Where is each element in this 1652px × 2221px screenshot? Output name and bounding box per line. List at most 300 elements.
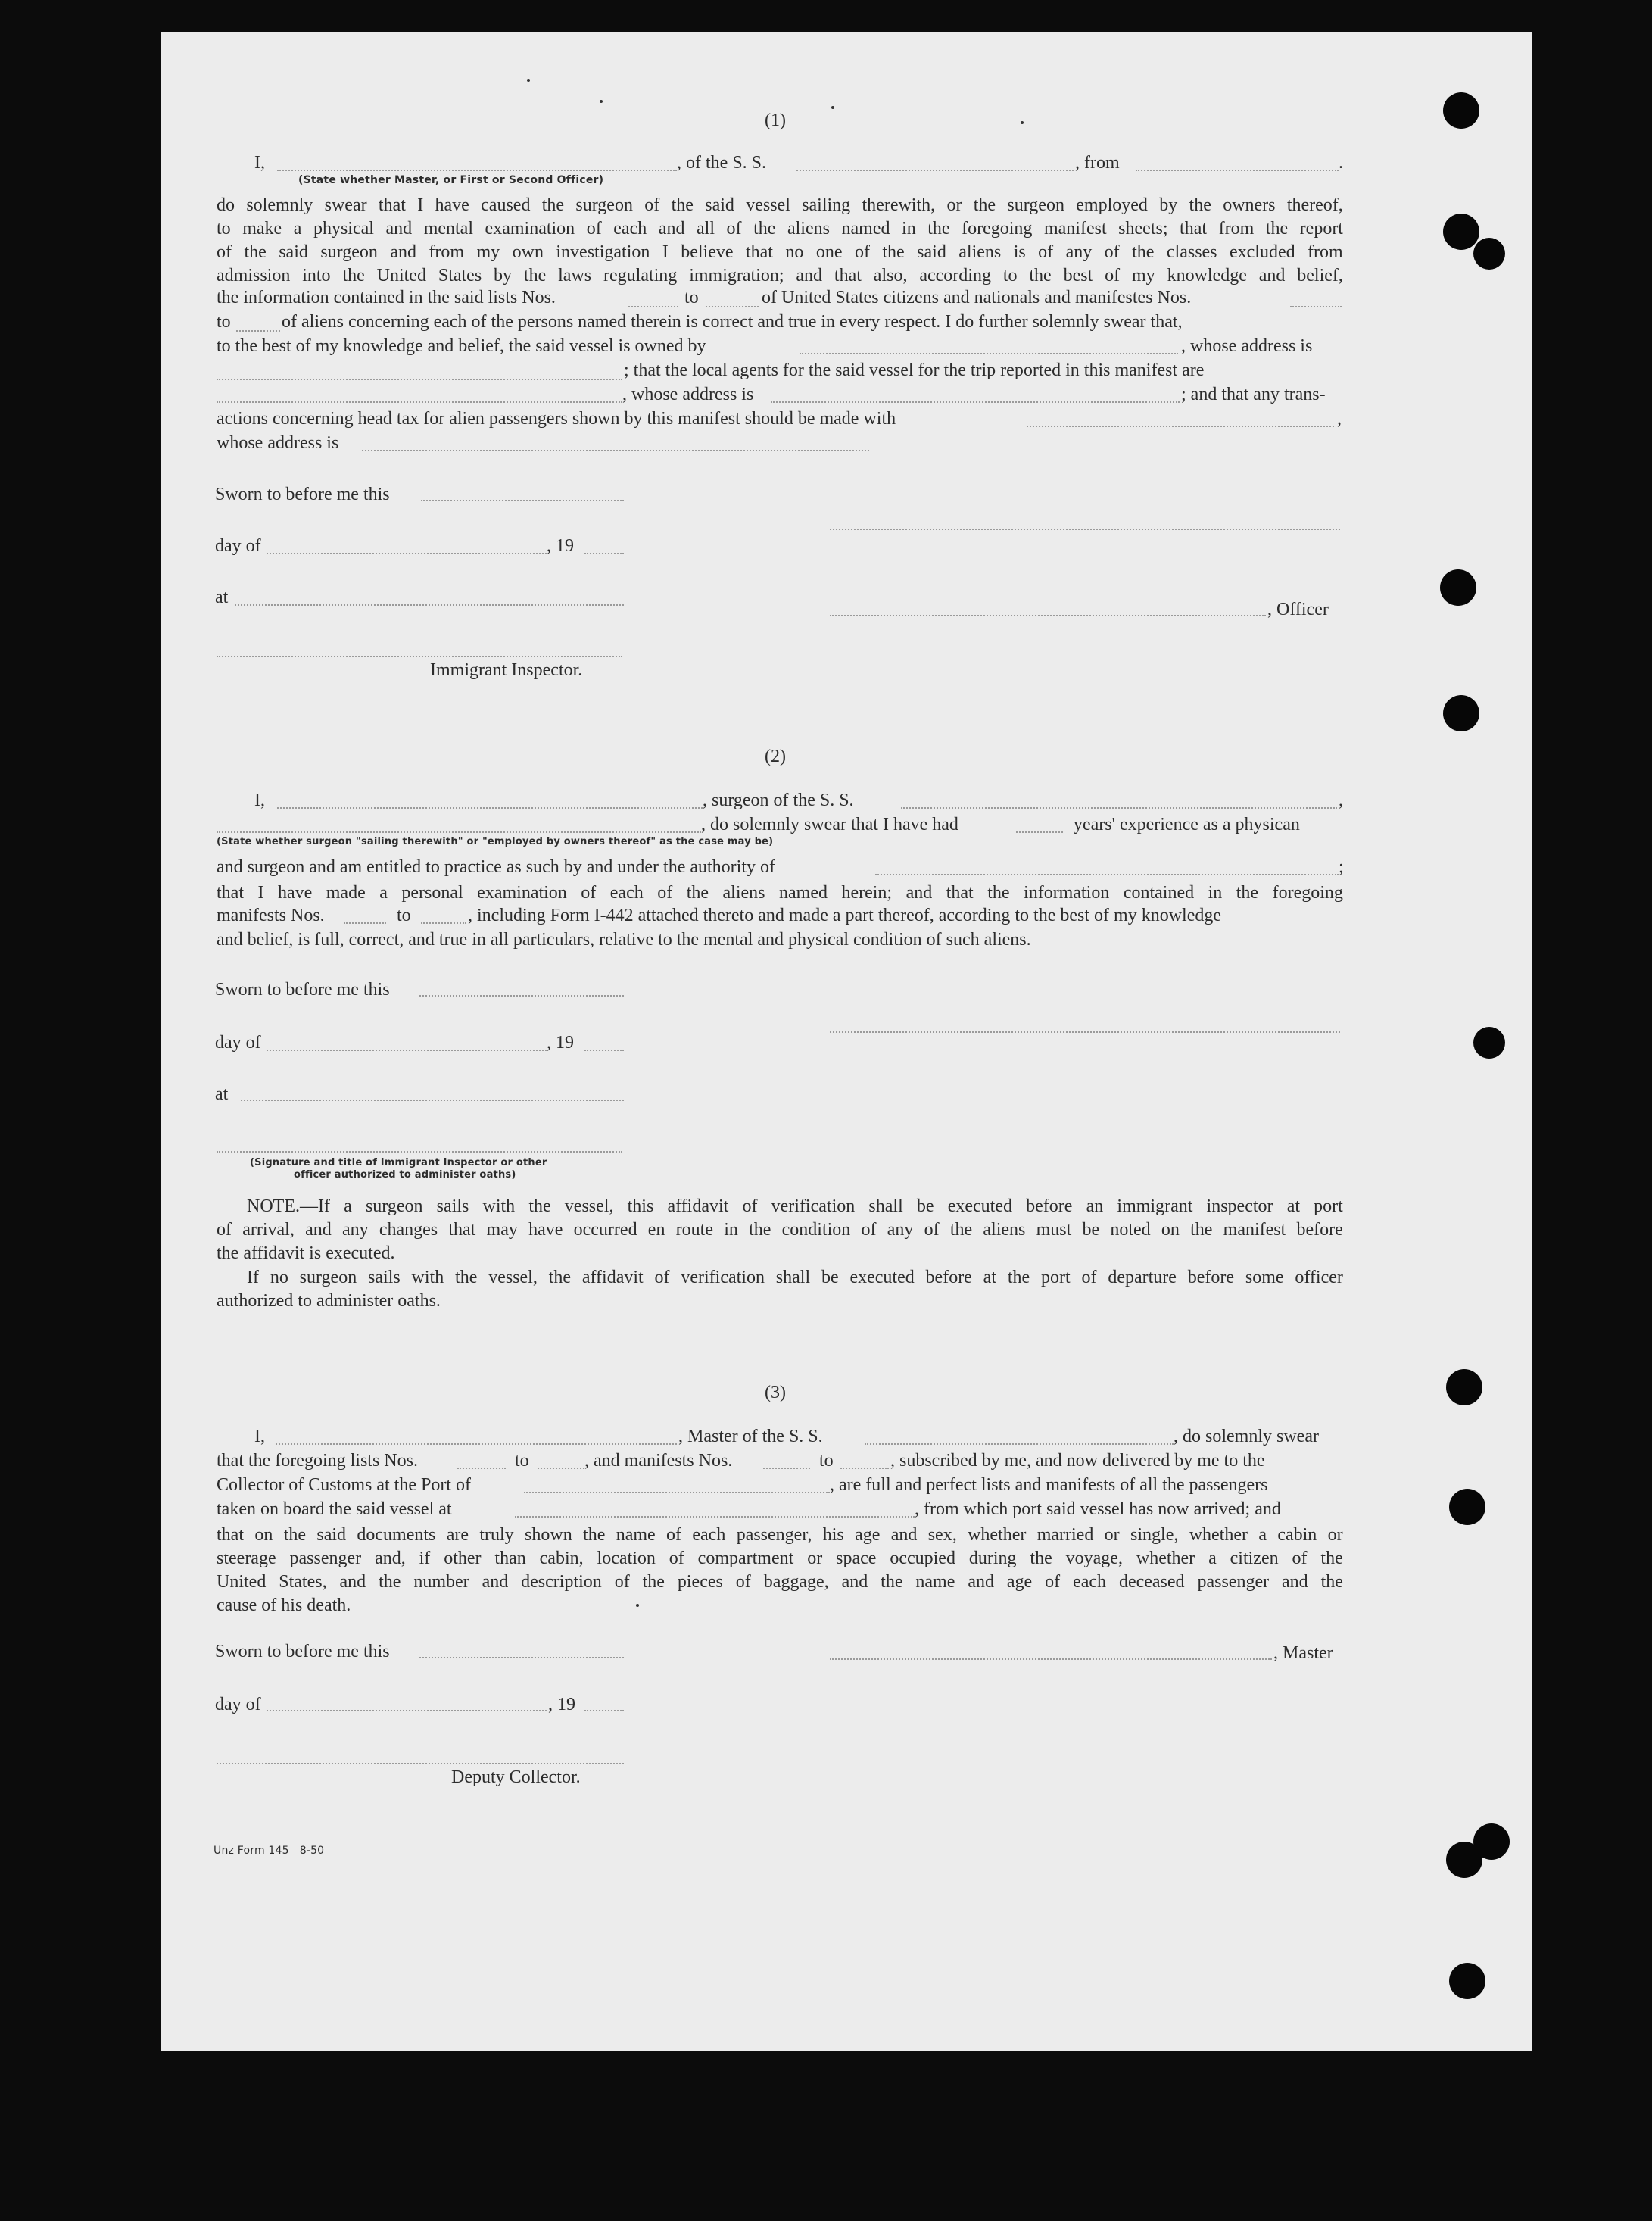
word: or xyxy=(1104,1525,1120,1545)
word: best xyxy=(1063,266,1093,285)
word: arrival, xyxy=(242,1220,295,1240)
owned-address: , whose address is xyxy=(1181,336,1313,356)
word: surgeon xyxy=(365,1196,423,1216)
body-text xyxy=(217,1571,1343,1594)
word: the xyxy=(949,1220,973,1240)
word: married xyxy=(1036,1525,1094,1545)
word: by xyxy=(494,266,513,285)
taken-line: taken on board the said vessel at xyxy=(217,1499,452,1519)
word: of xyxy=(654,1268,670,1287)
word: named xyxy=(841,219,890,239)
word: personal xyxy=(401,883,463,903)
signature-line xyxy=(217,656,622,657)
punch-hole xyxy=(1473,238,1505,270)
word: of xyxy=(586,219,602,239)
aliens-to: to xyxy=(217,312,231,332)
word: NOTE.—If xyxy=(247,1196,330,1216)
word: and xyxy=(339,1572,366,1592)
day-of-label: day of xyxy=(215,1695,261,1714)
word: States xyxy=(438,266,482,285)
word: sails xyxy=(436,1196,469,1216)
word: foregoing xyxy=(1272,883,1343,903)
word: I xyxy=(417,195,424,215)
word: must xyxy=(1036,1220,1072,1240)
word: of xyxy=(1045,1572,1061,1592)
word: cabin, xyxy=(539,1549,584,1568)
word: during xyxy=(968,1549,1017,1568)
word: whether xyxy=(968,1525,1027,1545)
blank-field xyxy=(421,500,624,501)
word: have xyxy=(435,195,469,215)
word: number xyxy=(413,1572,469,1592)
word: each xyxy=(613,219,647,239)
blank-field xyxy=(875,874,1339,875)
word: passenger xyxy=(1197,1572,1270,1592)
signature-line xyxy=(830,1658,1272,1660)
blank-field xyxy=(217,401,622,403)
word: that xyxy=(217,883,244,903)
word: and xyxy=(658,219,685,239)
word: shown xyxy=(525,1525,572,1545)
info-line: the information contained in the said lists Nos. xyxy=(217,288,556,307)
blank-field xyxy=(1290,306,1342,307)
word: executed xyxy=(849,1268,915,1287)
note-paragraph xyxy=(217,1266,1343,1313)
blank-field xyxy=(1016,831,1063,833)
word: of xyxy=(1038,242,1054,262)
word: of xyxy=(217,1220,232,1240)
word: before xyxy=(925,1268,972,1287)
whose-address: whose address is xyxy=(217,433,339,453)
word: classes xyxy=(1166,242,1217,262)
word: owners xyxy=(1223,195,1276,215)
word: before xyxy=(1187,1268,1235,1287)
word: departure xyxy=(1108,1268,1177,1287)
word: aliens xyxy=(722,883,765,903)
word: of xyxy=(1105,266,1121,285)
word: of xyxy=(669,1549,684,1568)
blank-field xyxy=(865,1443,1174,1445)
word: that xyxy=(946,883,974,903)
experience-line-end: years' experience as a physican xyxy=(1074,815,1300,834)
punct: , xyxy=(1337,409,1342,429)
word: truly xyxy=(479,1525,514,1545)
word: of xyxy=(861,1220,877,1240)
speck xyxy=(1021,121,1024,124)
blank-field xyxy=(236,330,280,332)
word: information xyxy=(1024,883,1110,903)
word: his xyxy=(822,1525,844,1545)
word: or xyxy=(807,1549,823,1568)
word: the xyxy=(541,195,565,215)
blank-field xyxy=(584,553,624,554)
word: inspector xyxy=(1206,1196,1273,1216)
manifests-to: to xyxy=(397,906,411,925)
word: deceased xyxy=(1118,1572,1185,1592)
blank-field xyxy=(419,995,624,997)
word: aliens xyxy=(787,219,830,239)
word: the xyxy=(1030,1549,1052,1568)
blank-field xyxy=(584,1050,624,1051)
word: each xyxy=(1073,1572,1107,1592)
body-text xyxy=(217,1218,1343,1242)
word: may xyxy=(486,1220,518,1240)
signature-line xyxy=(830,615,1266,616)
body-text xyxy=(217,1524,1343,1547)
word: have xyxy=(277,883,313,903)
body-text xyxy=(217,194,1343,217)
body-text xyxy=(217,264,1343,288)
info-to: to xyxy=(684,288,699,307)
blank-field xyxy=(217,379,622,380)
word: the xyxy=(753,219,776,239)
declarant-label: I, xyxy=(254,153,265,173)
word: before xyxy=(1026,1196,1073,1216)
word: thereof, xyxy=(1286,195,1343,215)
word: States, xyxy=(279,1572,327,1592)
word: of xyxy=(657,883,673,903)
word: verification xyxy=(771,1196,856,1216)
word: physical xyxy=(313,219,374,239)
word: report xyxy=(1299,219,1343,239)
punch-hole xyxy=(1449,1489,1485,1525)
word: of xyxy=(217,242,232,262)
word: are xyxy=(446,1525,469,1545)
blank-field xyxy=(419,1657,624,1658)
note-paragraph xyxy=(217,1195,1343,1265)
sworn-label: Sworn to before me this xyxy=(215,485,390,504)
body-line xyxy=(217,217,1343,241)
word: port xyxy=(1314,1196,1343,1216)
body-line xyxy=(217,1266,1343,1290)
word: the xyxy=(987,883,1010,903)
word: therewith, xyxy=(862,195,936,215)
word: and xyxy=(1282,1572,1308,1592)
info-line-end: of United States citizens and nationals and manifestes Nos. xyxy=(762,288,1192,307)
blank-field xyxy=(800,353,1178,354)
word: sheets; xyxy=(1118,219,1168,239)
word: port xyxy=(1040,1268,1071,1287)
body-line xyxy=(217,1195,1343,1218)
section3-body xyxy=(217,1524,1343,1617)
blank-field xyxy=(267,553,547,554)
word: at xyxy=(1286,1196,1301,1216)
word: caused xyxy=(481,195,531,215)
word: and xyxy=(968,1572,994,1592)
word: citizen xyxy=(1230,1549,1279,1568)
word: location xyxy=(597,1549,656,1568)
body-line xyxy=(217,1547,1343,1571)
blank-field xyxy=(277,807,703,809)
word: from xyxy=(1308,242,1343,262)
word: the xyxy=(548,1268,571,1287)
word: and xyxy=(1258,266,1286,285)
word: of xyxy=(854,242,870,262)
punch-hole xyxy=(1446,1369,1482,1405)
word: executed xyxy=(947,1196,1012,1216)
day-of-label: day of xyxy=(215,1033,261,1053)
word: baggage, xyxy=(763,1572,829,1592)
word: occurred xyxy=(573,1220,637,1240)
blank-field xyxy=(538,1468,584,1469)
blank-field xyxy=(901,807,1337,809)
body-line xyxy=(217,194,1343,217)
word: verification xyxy=(681,1268,765,1287)
word: made xyxy=(326,883,366,903)
word: some xyxy=(1245,1268,1284,1287)
body-text xyxy=(247,1195,1343,1218)
word: the xyxy=(1320,1572,1343,1592)
word: one xyxy=(815,242,843,262)
year-label: , 19 xyxy=(547,1033,574,1053)
collector-line-end: , are full and perfect lists and manifests of all the passengers xyxy=(830,1475,1268,1495)
section1-body xyxy=(217,194,1343,288)
body-line xyxy=(217,1594,1343,1617)
word: my xyxy=(476,242,500,262)
blank-field xyxy=(457,1468,506,1469)
declarant-label: I, xyxy=(254,1427,265,1446)
word: the xyxy=(749,1220,771,1240)
blank-field xyxy=(840,1468,889,1469)
declarant-label: I, xyxy=(254,791,265,810)
word: space xyxy=(836,1549,877,1568)
word: surgeon xyxy=(575,195,633,215)
punch-hole xyxy=(1449,1963,1485,1999)
word: documents xyxy=(357,1525,436,1545)
word: by xyxy=(1159,195,1178,215)
word: the xyxy=(1189,195,1211,215)
word: any xyxy=(1065,242,1093,262)
body-text: the affidavit is executed. xyxy=(217,1243,395,1263)
manifests-label: manifests Nos. xyxy=(217,906,325,925)
aliens-line: of aliens concerning each of the persons named therein is correct and true in every respect. I do further solemnly swear that, xyxy=(282,312,1183,332)
deputy-label: Deputy Collector. xyxy=(451,1767,581,1787)
punch-hole xyxy=(1473,1027,1505,1059)
manifests-line: , including Form I-442 attached thereto and made a part thereof, according to the best of my knowledge xyxy=(468,906,1222,925)
manifests-to: to xyxy=(819,1451,834,1471)
signature-line xyxy=(217,1151,622,1153)
word: an xyxy=(1086,1196,1104,1216)
word: admission xyxy=(217,266,291,285)
word: affidavit xyxy=(667,1196,729,1216)
section-number: (1) xyxy=(765,111,786,130)
lists-label: that the foregoing lists Nos. xyxy=(217,1451,418,1471)
blank-field xyxy=(277,170,677,171)
word: the xyxy=(244,242,267,262)
taken-line-end: , from which port said vessel has now arrived; and xyxy=(915,1499,1281,1519)
word: I xyxy=(257,883,264,903)
word: or xyxy=(1327,1525,1343,1545)
word: if xyxy=(419,1549,431,1568)
word: solemnly xyxy=(246,195,313,215)
blank-field xyxy=(796,170,1074,171)
tax-line: actions concerning head tax for alien passengers shown by this manifest should be made with xyxy=(217,409,896,429)
punch-hole xyxy=(1443,695,1479,731)
word: be xyxy=(1082,1220,1100,1240)
word: of xyxy=(666,1525,682,1545)
word: immigration; xyxy=(689,266,784,285)
word: mental xyxy=(423,219,473,239)
body-text xyxy=(217,217,1343,241)
punch-hole xyxy=(1443,214,1479,250)
word: the xyxy=(1007,1268,1030,1287)
word: my xyxy=(1132,266,1155,285)
section-number: (3) xyxy=(765,1383,786,1402)
blank-field xyxy=(524,1492,830,1493)
word: the xyxy=(1132,242,1155,262)
word: or xyxy=(946,195,962,215)
word: no xyxy=(270,1268,288,1287)
word: any xyxy=(341,1220,369,1240)
word: sails xyxy=(368,1268,401,1287)
word: shall xyxy=(775,1268,811,1287)
word: is xyxy=(1013,242,1026,262)
blank-field xyxy=(217,831,701,833)
word: the xyxy=(1265,219,1289,239)
word: named xyxy=(779,883,828,903)
word: United xyxy=(376,266,426,285)
authority-line: and surgeon and am entitled to practice as such by and under the authority of xyxy=(217,857,775,877)
word: a xyxy=(1208,1549,1217,1568)
word: the xyxy=(1320,1549,1343,1568)
blank-field xyxy=(771,401,1180,403)
word: the xyxy=(342,266,365,285)
word: to xyxy=(217,219,231,239)
word: steerage xyxy=(217,1549,276,1568)
surgeon-note: (State whether surgeon "sailing therewith" or "employed by owners thereof" as the case may be) xyxy=(217,836,774,847)
word: of xyxy=(735,1572,751,1592)
signature-line xyxy=(217,1763,624,1764)
word: route xyxy=(675,1220,713,1240)
blank-field xyxy=(421,922,466,924)
collector-line: Collector of Customs at the Port of xyxy=(217,1475,471,1495)
word: passenger xyxy=(289,1549,362,1568)
word: manifest xyxy=(1223,1220,1286,1240)
body-text xyxy=(217,1547,1343,1571)
word: swear xyxy=(324,195,367,215)
word: the xyxy=(1236,883,1259,903)
blank-field xyxy=(515,1516,915,1518)
word: with xyxy=(482,1196,516,1216)
word: surgeon xyxy=(299,1268,357,1287)
signature-line xyxy=(830,1031,1340,1033)
word: with xyxy=(411,1268,444,1287)
word: the xyxy=(1029,266,1052,285)
experience-line: , do solemnly swear that I have had xyxy=(701,815,958,834)
word: vessel xyxy=(746,195,790,215)
word: surgeon xyxy=(1007,195,1064,215)
word: from xyxy=(429,242,465,262)
word: before xyxy=(1296,1220,1343,1240)
vessel-label: , of the S. S. xyxy=(677,153,767,173)
manifests-label: , and manifests Nos. xyxy=(584,1451,733,1471)
punct: , xyxy=(1339,791,1343,810)
word: surgeon xyxy=(320,242,378,262)
word: and xyxy=(385,219,413,239)
word: be xyxy=(916,1196,934,1216)
word: and xyxy=(390,242,416,262)
master-signature-label: , Master xyxy=(1273,1643,1333,1663)
word: compartment xyxy=(697,1549,794,1568)
word: the xyxy=(671,195,694,215)
word: the xyxy=(283,1525,307,1545)
word: name xyxy=(616,1525,656,1545)
word: the xyxy=(927,219,950,239)
word: on xyxy=(254,1525,273,1545)
word: a xyxy=(293,219,302,239)
word: whether xyxy=(1189,1525,1248,1545)
word: passenger, xyxy=(736,1525,812,1545)
word: shall xyxy=(868,1196,903,1216)
word: of xyxy=(742,1196,758,1216)
word: and xyxy=(482,1572,509,1592)
word: the xyxy=(583,1525,606,1545)
punct: ; xyxy=(1339,857,1344,877)
signature-note: officer authorized to administer oaths) xyxy=(294,1169,516,1181)
word: examination xyxy=(477,883,567,903)
word: in xyxy=(902,219,916,239)
word: examination xyxy=(485,219,575,239)
body-line xyxy=(217,881,1343,905)
body-line xyxy=(217,241,1343,264)
owned-line: to the best of my knowledge and belief, the said vessel is owned by xyxy=(217,336,706,356)
agents-line: ; that the local agents for the said vessel for the trip reported in this manifest are xyxy=(624,360,1205,380)
word: the xyxy=(1190,1220,1213,1240)
swear-label: , do solemnly swear xyxy=(1174,1427,1319,1446)
word: occupied xyxy=(890,1549,955,1568)
word: vessel, xyxy=(564,1196,614,1216)
blank-field xyxy=(276,1443,677,1445)
word: pieces xyxy=(677,1572,723,1592)
subscribed-line: , subscribed by me, and now delivered by me to the xyxy=(890,1451,1265,1471)
blank-field xyxy=(362,450,869,451)
word: changes xyxy=(379,1220,438,1240)
word: believe xyxy=(681,242,734,262)
body-text xyxy=(217,241,1343,264)
word: said xyxy=(917,242,946,262)
word: the xyxy=(379,1572,401,1592)
at-label: at xyxy=(215,1084,229,1104)
word: United xyxy=(217,1572,267,1592)
body-text: cause of his death. xyxy=(217,1596,351,1615)
word: and xyxy=(905,883,933,903)
word: in xyxy=(1208,883,1223,903)
word: that xyxy=(378,195,406,215)
blank-field xyxy=(628,306,678,307)
word: regulating xyxy=(603,266,678,285)
word: aliens xyxy=(958,242,1002,262)
body-line xyxy=(217,1524,1343,1547)
word: other xyxy=(444,1549,482,1568)
word: affidavit xyxy=(581,1268,644,1287)
word: age xyxy=(855,1525,881,1545)
word: voyage, xyxy=(1065,1549,1123,1568)
word: said xyxy=(705,195,734,215)
word: and xyxy=(890,1525,918,1545)
word: manifest xyxy=(1043,219,1107,239)
word: each xyxy=(609,883,644,903)
word: noted xyxy=(1110,1220,1151,1240)
form-page xyxy=(161,32,1532,2051)
word: aliens xyxy=(983,1220,1026,1240)
word: If xyxy=(247,1268,259,1287)
word: age xyxy=(1006,1572,1033,1592)
word: sex, xyxy=(927,1525,957,1545)
word: of xyxy=(726,219,742,239)
word: a xyxy=(344,1196,352,1216)
word: in xyxy=(724,1220,738,1240)
word: according xyxy=(919,266,991,285)
